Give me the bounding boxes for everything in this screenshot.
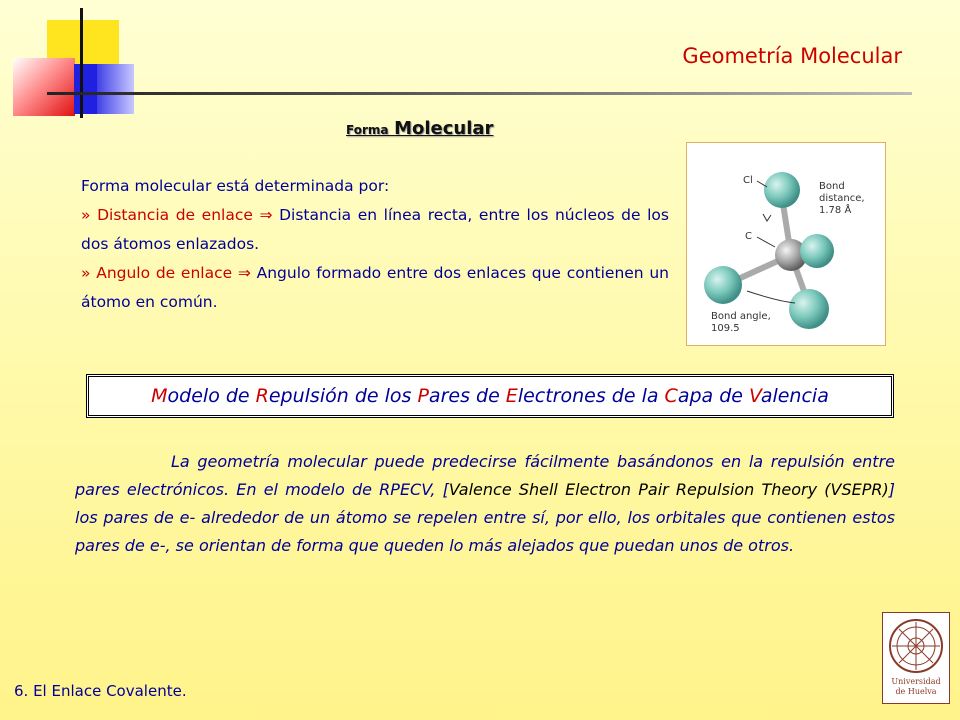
- title-initial: R: [255, 385, 269, 407]
- arrow-icon: ⇒: [259, 206, 273, 224]
- title-initial: V: [749, 385, 761, 407]
- title-initial: M: [151, 385, 168, 407]
- page-title: Geometría Molecular: [682, 44, 902, 68]
- label-c: C: [745, 231, 752, 242]
- logo-blue-gradient: [97, 64, 134, 114]
- paragraph-part-3: ] los pares de e- alrededor de un átomo se repelen entre sí, por ello, los orbitales que contienen estos pares de e-, se orientan de forma que queden lo más alejados que puedan unos de otros.: [75, 480, 896, 555]
- logo-red-square: [13, 58, 75, 116]
- title-word: odelo de: [167, 385, 256, 407]
- title-word: ares de: [428, 385, 506, 407]
- tetrahedral-molecule-illustration: [687, 143, 885, 345]
- subtitle-big: Molecular: [394, 118, 494, 139]
- title-initial: E: [505, 385, 518, 407]
- intro-line: Forma molecular está determinada por:: [81, 177, 390, 195]
- header-rule: [47, 92, 912, 95]
- university-seal: [882, 612, 950, 704]
- seal-line-2: de Huelva: [895, 687, 937, 696]
- bullet-bond-angle: [81, 259, 669, 317]
- label-bond-distance-3: 1.78 Å: [819, 205, 852, 216]
- bullet-label: » Angulo de enlace: [81, 264, 238, 282]
- footer-chapter: 6. El Enlace Covalente.: [14, 682, 187, 700]
- paragraph-part-2: Valence Shell Electron Pair Repulsion Theory (VSEPR): [448, 480, 889, 499]
- label-bond-distance-2: distance,: [819, 193, 865, 204]
- vsepr-explanation: [75, 448, 895, 560]
- intro-text: [81, 172, 669, 317]
- title-word: epulsión de los: [268, 385, 418, 407]
- seal-line-1: Universidad: [891, 677, 941, 686]
- bullet-bond-distance: [81, 201, 669, 259]
- vsepr-model-title: [86, 374, 894, 418]
- university-seal-icon: [883, 613, 949, 703]
- molecule-figure: [686, 142, 886, 346]
- title-word: apa de: [677, 385, 750, 407]
- title-initial: P: [417, 385, 429, 407]
- title-initial: C: [664, 385, 678, 407]
- label-bond-distance-1: Bond: [819, 181, 845, 192]
- title-word: lectrones de la: [517, 385, 665, 407]
- logo-vertical-line: [80, 8, 83, 118]
- section-subtitle: [346, 118, 493, 139]
- bullet-text: Distancia en línea recta, entre los núcleos de los dos átomos enlazados.: [81, 206, 669, 253]
- subtitle-small: Forma: [346, 123, 389, 137]
- label-bond-angle-1: Bond angle,: [711, 311, 771, 322]
- arrow-icon: ⇒: [237, 264, 251, 282]
- label-bond-angle-2: 109.5: [711, 323, 740, 334]
- bullet-label: » Distancia de enlace: [81, 206, 260, 224]
- label-cl: Cl: [743, 175, 753, 186]
- bullet-text: Angulo formado entre dos enlaces que contienen un átomo en común.: [81, 264, 670, 311]
- paragraph-part-1: La geometría molecular puede predecirse fácilmente basándonos en la repulsión entre pares electrónicos. En el modelo de RPECV, [: [75, 452, 895, 499]
- title-word: alencia: [760, 385, 829, 407]
